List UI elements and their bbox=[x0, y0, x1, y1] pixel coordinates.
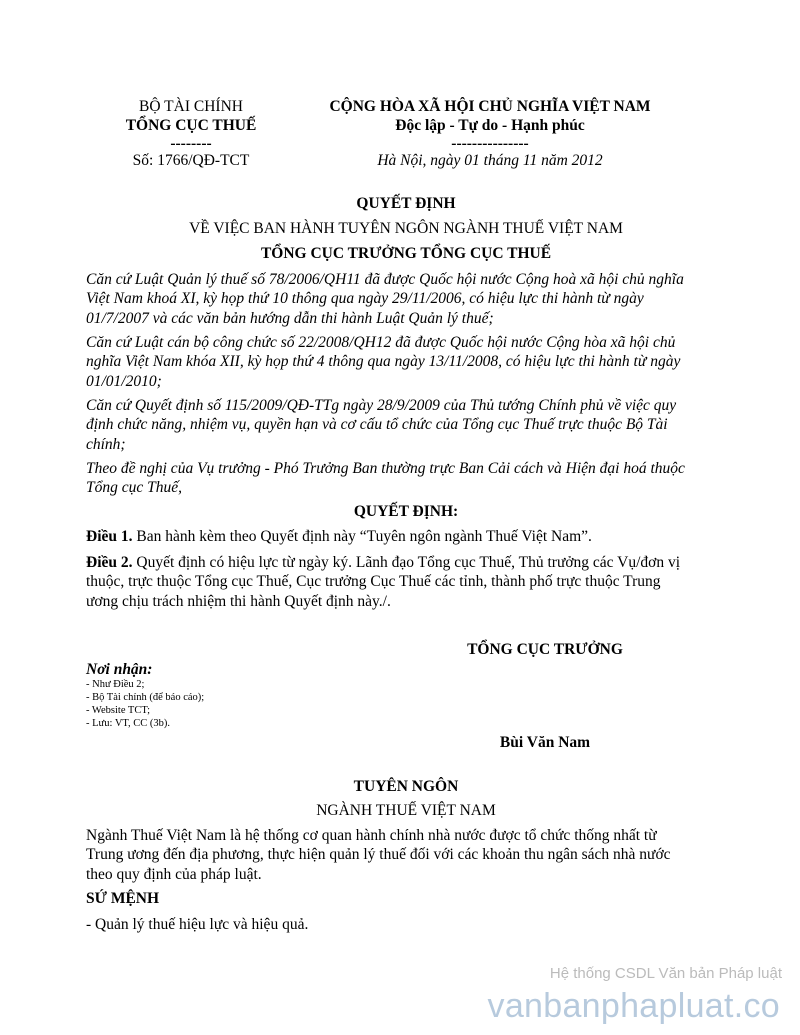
manifesto-intro bbox=[86, 826, 726, 884]
legal-basis-4 bbox=[86, 459, 726, 498]
legal-basis-line: Căn cứ Luật Quản lý thuế số 78/2006/QH11 đã được Quốc hội nước Cộng hoà xã hội chủ nghĩa bbox=[86, 271, 684, 288]
legal-basis-3 bbox=[86, 396, 726, 454]
watermark-site: vanbanphapluat.co bbox=[487, 987, 780, 1025]
legal-basis-line: nghĩa Việt Nam khóa XII, kỳ họp thứ 4 thông qua ngày 13/11/2008, có hiệu lực thi hành từ ngày bbox=[86, 353, 681, 371]
watermark-caption: Hệ thống CSDL Văn bản Pháp luật bbox=[549, 965, 782, 982]
decision-title: QUYẾT ĐỊNH bbox=[356, 195, 456, 212]
legal-basis-line: Việt Nam khoá XI, kỳ họp thứ 10 thông qua ngày 29/11/2006, có hiệu lực thi hành từ ngày bbox=[86, 290, 644, 308]
manifesto-intro-line: theo quy định của pháp luật. bbox=[86, 865, 262, 883]
legal-basis-line: Theo đề nghị của Vụ trưởng - Phó Trưởng Ban thường trực Ban Cải cách và Hiện đại hoá thuộc bbox=[86, 460, 685, 477]
recipients-list bbox=[86, 679, 204, 730]
recipient-item: - Website TCT; bbox=[86, 704, 151, 716]
recipient-item: - Lưu: VT, CC (3b). bbox=[86, 717, 171, 729]
article-1-label: Điều 1. bbox=[86, 528, 133, 545]
mission-title: SỨ MỆNH bbox=[86, 890, 160, 907]
document-number: Số: 1766/QĐ-TCT bbox=[132, 152, 250, 170]
article-2-line: Quyết định có hiệu lực từ ngày ký. Lãnh đạo Tổng cục Thuế, Thủ trưởng các Vụ/đơn vị bbox=[132, 554, 681, 571]
republic-name: CỘNG HÒA XÃ HỘI CHỦ NGHĨA VIỆT NAM bbox=[329, 98, 651, 115]
recipients-block bbox=[86, 660, 204, 731]
article-2-label: Điều 2. bbox=[86, 554, 133, 571]
article-2-line: thuộc, trực thuộc Tổng cục Thuế, Cục trưởng Cục Thuế các tỉnh, thành phố trực thuộc Trung bbox=[86, 573, 661, 591]
agency-department: TỔNG CỤC THUẾ bbox=[125, 117, 257, 135]
legal-basis-line: 01/7/2007 và các văn bản hướng dẫn thi hành Luật Quản lý thuế; bbox=[86, 309, 494, 327]
legal-basis-line: chính; bbox=[86, 435, 126, 453]
legal-basis-line: Căn cứ Quyết định số 115/2009/QĐ-TTg ngày 28/9/2009 của Thủ tướng Chính phủ về việc quy bbox=[86, 397, 677, 414]
republic-block bbox=[280, 97, 700, 171]
agency-block bbox=[86, 97, 296, 171]
decision-authority: TỔNG CỤC TRƯỞNG TỔNG CỤC THUẾ bbox=[260, 245, 552, 262]
signature-title: TỔNG CỤC TRƯỞNG bbox=[467, 641, 623, 658]
republic-rule: --------------- bbox=[451, 134, 529, 152]
article-1 bbox=[86, 527, 726, 546]
legal-basis-line: Căn cứ Luật cán bộ công chức số 22/2008/QH12 đã được Quốc hội nước Cộng hòa xã hội chủ bbox=[86, 334, 676, 351]
mission-item: - Quản lý thuế hiệu lực và hiệu quả. bbox=[86, 916, 309, 933]
legal-basis-line: Tổng cục Thuế, bbox=[86, 479, 183, 497]
manifesto-title: TUYÊN NGÔN bbox=[353, 778, 459, 795]
recipients-label: Nơi nhận: bbox=[86, 661, 153, 678]
decision-subject: VỀ VIỆC BAN HÀNH TUYÊN NGÔN NGÀNH THUẾ VIỆT NAM bbox=[189, 220, 623, 237]
article-2 bbox=[86, 553, 726, 611]
republic-motto: Độc lập - Tự do - Hạnh phúc bbox=[395, 117, 585, 135]
manifesto-subtitle: NGÀNH THUẾ VIỆT NAM bbox=[316, 802, 496, 819]
legal-basis-1 bbox=[86, 270, 726, 328]
place-date: Hà Nội, ngày 01 tháng 11 năm 2012 bbox=[377, 152, 603, 170]
legal-basis-2 bbox=[86, 333, 726, 391]
article-2-line: ương chịu trách nhiệm thi hành Quyết định này./. bbox=[86, 592, 391, 610]
signer-name: Bùi Văn Nam bbox=[499, 734, 591, 751]
legal-basis-line: định chức năng, nhiệm vụ, quyền hạn và cơ cấu tổ chức của Tổng cục Thuế trực thuộc Bộ Tài bbox=[86, 416, 668, 434]
agency-ministry: BỘ TÀI CHÍNH bbox=[139, 98, 243, 115]
article-1-text: Ban hành kèm theo Quyết định này “Tuyên ngôn ngành Thuế Việt Nam”. bbox=[132, 528, 592, 545]
decides-title: QUYẾT ĐỊNH: bbox=[353, 503, 459, 520]
recipient-item: - Như Điều 2; bbox=[86, 679, 145, 691]
recipient-item: - Bộ Tài chính (để báo cáo); bbox=[86, 692, 205, 704]
manifesto-intro-line: Trung ương đến địa phương, thực hiện quản lý thuế đối với các khoản thu ngân sách nhà nước bbox=[86, 846, 671, 864]
manifesto-intro-line: Ngành Thuế Việt Nam là hệ thống cơ quan hành chính nhà nước được tổ chức thống nhất từ bbox=[86, 827, 657, 844]
legal-basis-line: 01/01/2010; bbox=[86, 372, 162, 390]
agency-rule: -------- bbox=[170, 134, 212, 152]
